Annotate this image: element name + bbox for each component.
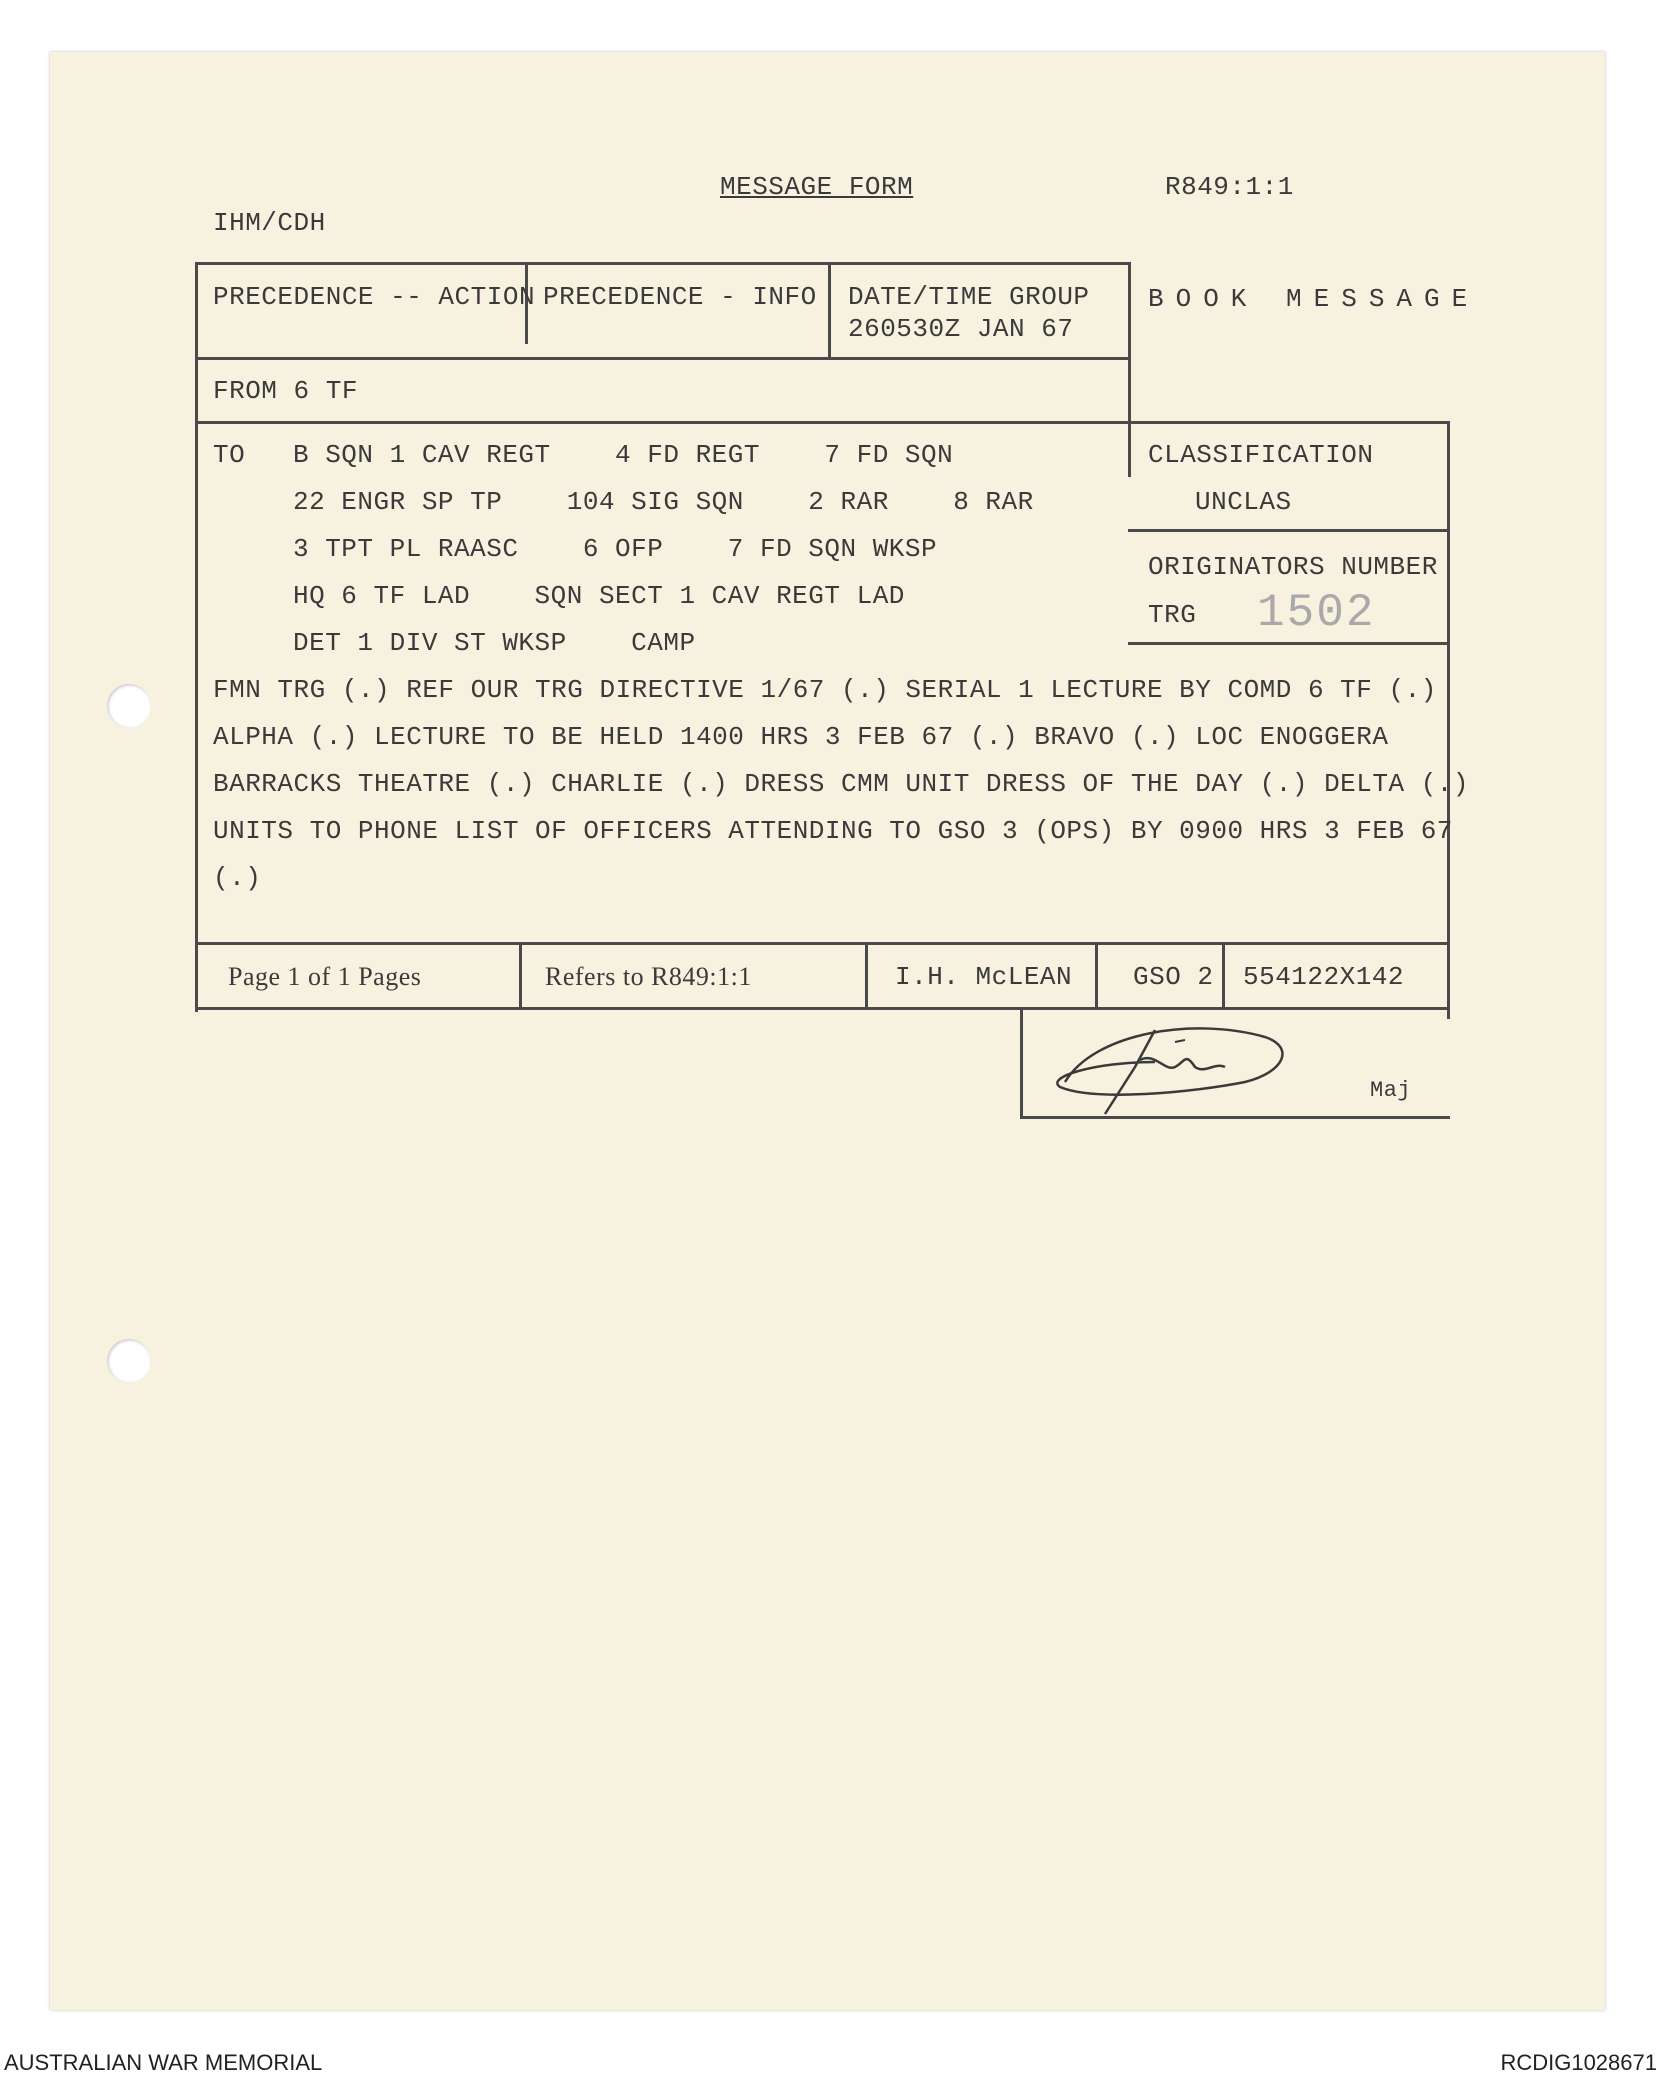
originators-prefix: TRG bbox=[1148, 600, 1197, 630]
refers-to: Refers to R849:1:1 bbox=[545, 962, 752, 991]
page-count: Page 1 of 1 Pages bbox=[228, 962, 422, 991]
phone-extension: 554122X142 bbox=[1243, 962, 1405, 992]
signature-border bbox=[1020, 1009, 1023, 1119]
message-body-line: FMN TRG (.) REF OUR TRG DIRECTIVE 1/67 (.) SERIAL 1 LECTURE BY COMD 6 TF (.) bbox=[213, 675, 1437, 705]
appointment: GSO 2 bbox=[1133, 962, 1214, 992]
addressee-line: HQ 6 TF LAD SQN SECT 1 CAV REGT LAD bbox=[293, 581, 905, 611]
row-divider bbox=[195, 942, 1450, 945]
form-border bbox=[1447, 421, 1450, 1019]
archive-id: RCDIG1028671 bbox=[1500, 2050, 1657, 2075]
dtg-label: DATE/TIME GROUP bbox=[848, 282, 1090, 312]
originators-label: ORIGINATORS NUMBER bbox=[1148, 552, 1438, 582]
form-border bbox=[1128, 262, 1131, 477]
originators-number: 1502 bbox=[1257, 587, 1376, 639]
addressee-line: DET 1 DIV ST WKSP CAMP bbox=[293, 628, 696, 658]
message-body-line: BARRACKS THEATRE (.) CHARLIE (.) DRESS CMM UNIT DRESS OF THE DAY (.) DELTA (.) bbox=[213, 769, 1469, 799]
message-body-line: ALPHA (.) LECTURE TO BE HELD 1400 HRS 3 FEB 67 (.) BRAVO (.) LOC ENOGGERA bbox=[213, 722, 1389, 752]
addressee-line: 3 TPT PL RAASC 6 OFP 7 FD SQN WKSP bbox=[293, 534, 938, 564]
addressee-line: B SQN 1 CAV REGT 4 FD REGT 7 FD SQN bbox=[293, 440, 954, 470]
message-body-line: (.) bbox=[213, 863, 262, 893]
row-divider bbox=[195, 421, 1130, 424]
form-border bbox=[195, 262, 1130, 265]
archive-institution: AUSTRALIAN WAR MEMORIAL bbox=[4, 2050, 323, 2075]
dtg-value: 260530Z JAN 67 bbox=[848, 314, 1074, 344]
cell-divider bbox=[1095, 942, 1098, 1008]
classification-border bbox=[1128, 421, 1450, 424]
signature-rank: Maj bbox=[1370, 1078, 1412, 1103]
precedence-action-label: PRECEDENCE -- ACTION bbox=[213, 282, 536, 312]
to-label: TO bbox=[213, 440, 246, 470]
originators-border bbox=[1128, 642, 1450, 645]
reference-number: R849:1:1 bbox=[1165, 172, 1294, 202]
cell-divider bbox=[1222, 942, 1225, 1008]
classification-label: CLASSIFICATION bbox=[1148, 440, 1374, 470]
form-border bbox=[195, 1007, 1450, 1010]
cell-divider bbox=[865, 942, 868, 1008]
row-divider bbox=[195, 357, 1130, 360]
cell-divider bbox=[519, 942, 522, 1008]
message-body-line: UNITS TO PHONE LIST OF OFFICERS ATTENDING TO GSO 3 (OPS) BY 0900 HRS 3 FEB 67 bbox=[213, 816, 1453, 846]
signature-image bbox=[1035, 1012, 1385, 1117]
book-message: BOOK MESSAGE bbox=[1148, 284, 1480, 314]
addressee-line: 22 ENGR SP TP 104 SIG SQN 2 RAR 8 RAR bbox=[293, 487, 1034, 517]
classification-value: UNCLAS bbox=[1195, 487, 1292, 517]
message-form-page bbox=[50, 52, 1605, 2010]
form-border bbox=[195, 262, 198, 1012]
precedence-info-label: PRECEDENCE - INFO bbox=[543, 282, 817, 312]
punch-hole bbox=[107, 1339, 151, 1383]
classification-border bbox=[1128, 529, 1450, 532]
initials: IHM/CDH bbox=[213, 208, 326, 238]
officer-name: I.H. McLEAN bbox=[895, 962, 1073, 992]
punch-hole bbox=[107, 684, 151, 728]
from-line: FROM 6 TF bbox=[213, 376, 358, 406]
cell-divider bbox=[828, 264, 831, 360]
form-title: MESSAGE FORM bbox=[720, 172, 914, 202]
